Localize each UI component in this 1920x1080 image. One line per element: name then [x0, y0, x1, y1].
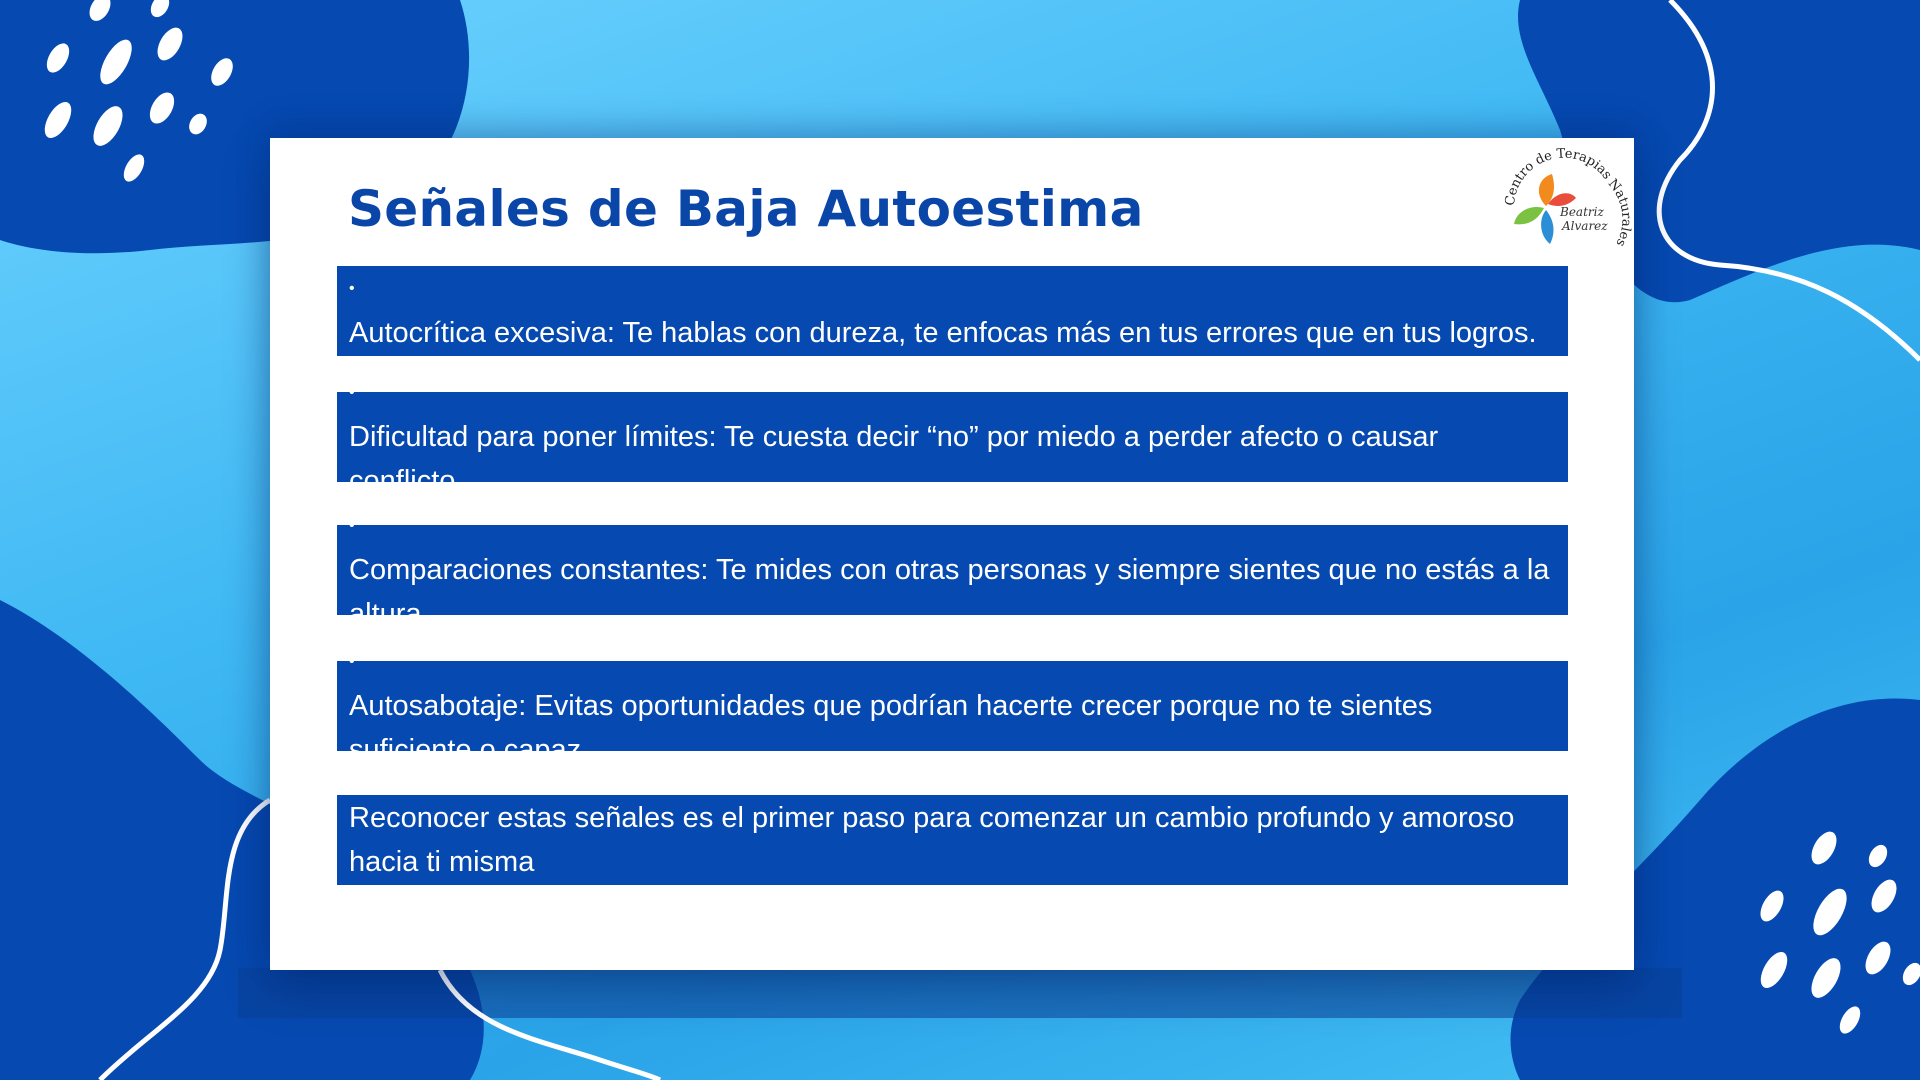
list-item-conclusion — [337, 795, 1568, 885]
item-text: Autosabotaje: Evitas oportunidades que podrían hacerte crecer porque no te sientes suficiente o capaz. — [349, 690, 1433, 766]
list-item — [337, 266, 1568, 356]
slide-title: Señales de Baja Autoestima — [348, 180, 1144, 238]
list-item — [337, 653, 1568, 766]
list-item — [337, 517, 1568, 630]
list-item — [337, 384, 1568, 497]
logo-arc-text: Centro de Terapias Naturales — [1502, 146, 1634, 249]
item-text: Dificultad para poner límites: Te cuesta decir “no” por miedo a perder afecto o causar conflicto. — [349, 421, 1439, 497]
item-text: Comparaciones constantes: Te mides con otras personas y siempre sientes que no estás a la altura. — [349, 554, 1550, 630]
bullet: • — [349, 653, 355, 670]
item-text: Autocrítica excesiva: Te hablas con dureza, te enfocas más en tus errores que en tus logros. — [349, 317, 1537, 349]
logo — [1486, 146, 1636, 276]
item-text: Reconocer estas señales es el primer paso para comenzar un cambio profundo y amoroso hacia ti misma — [349, 802, 1515, 878]
content-card — [270, 138, 1634, 970]
logo-name-line1: Beatriz — [1560, 205, 1604, 219]
bullet: • — [349, 280, 355, 297]
bullet: • — [349, 384, 355, 401]
logo-name-line2: Alvarez — [1562, 219, 1608, 233]
bullet: • — [349, 517, 355, 534]
